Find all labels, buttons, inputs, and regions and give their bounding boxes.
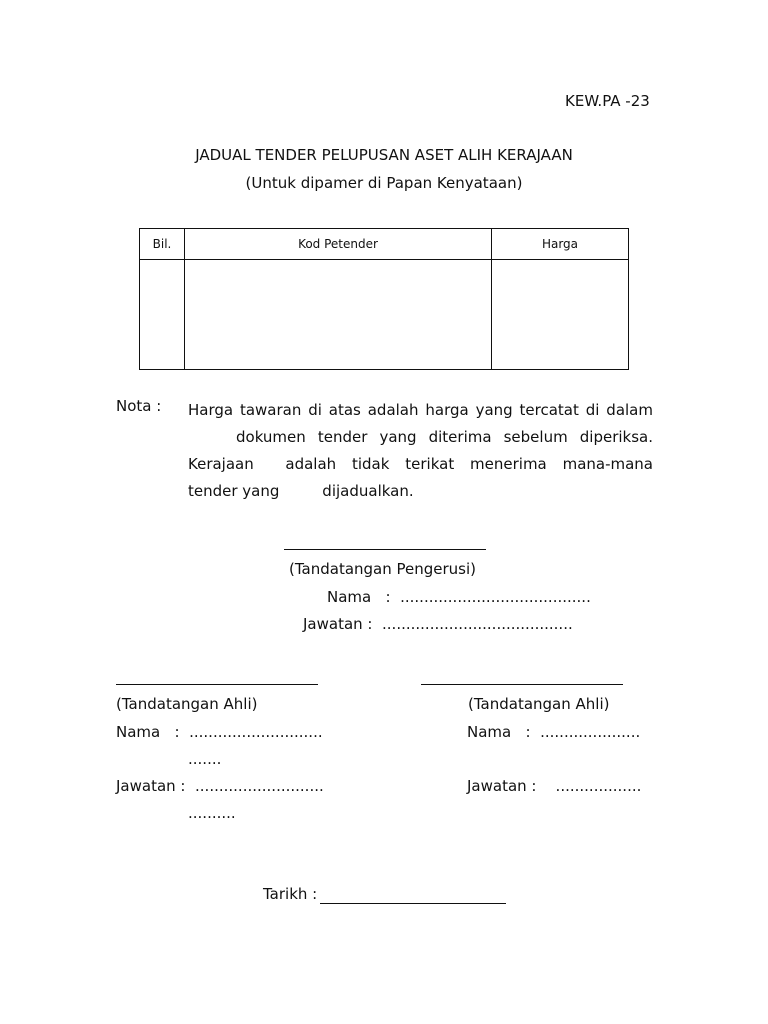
ahli-1-nama-field: Nama : ............................	[116, 723, 323, 741]
nota-label: Nota :	[116, 397, 162, 415]
signature-line-ahli-1	[116, 684, 318, 685]
nota-line: Harga tawaran di atas adalah harga yang tercatat di dalam	[188, 401, 653, 419]
column-header-harga: Harga	[492, 229, 629, 260]
tarikh-line	[320, 903, 506, 904]
table-row	[140, 260, 629, 370]
ahli-2-nama-field: Nama : .....................	[467, 723, 641, 741]
signature-label-ahli-2: (Tandatangan Ahli)	[468, 695, 610, 713]
ahli-2-jawatan-field: Jawatan : ..................	[467, 777, 642, 795]
column-header-bil: Bil.	[140, 229, 185, 260]
document-subtitle: (Untuk dipamer di Papan Kenyataan)	[245, 174, 523, 192]
signature-line-ahli-2	[421, 684, 623, 685]
nota-line: tender yang dijadualkan.	[188, 482, 414, 500]
document-title: JADUAL TENDER PELUPUSAN ASET ALIH KERAJAAN	[195, 146, 573, 164]
column-header-kod-petender: Kod Petender	[185, 229, 492, 260]
signature-line-pengerusi	[284, 549, 486, 550]
nota-line: dokumen tender yang diterima sebelum diperiksa.	[236, 428, 653, 446]
signature-label-pengerusi: (Tandatangan Pengerusi)	[289, 560, 477, 578]
ahli-1-jawatan-continuation: ..........	[188, 804, 236, 822]
cell-kod-petender	[185, 260, 492, 370]
nota-text	[188, 397, 653, 505]
tender-table	[139, 228, 629, 370]
nota-line: Kerajaan adalah tidak terikat menerima mana-mana	[188, 455, 653, 473]
pengerusi-jawatan-field: Jawatan : ........................................	[303, 615, 573, 633]
ahli-1-jawatan-field: Jawatan : ...........................	[116, 777, 324, 795]
form-reference: KEW.PA -23	[565, 92, 650, 110]
cell-bil	[140, 260, 185, 370]
table-header-row	[140, 229, 629, 260]
signature-label-ahli-1: (Tandatangan Ahli)	[116, 695, 258, 713]
cell-harga	[492, 260, 629, 370]
pengerusi-nama-field: Nama : ........................................	[327, 588, 591, 606]
tarikh-label: Tarikh :	[263, 885, 318, 903]
ahli-1-nama-continuation: .......	[188, 750, 222, 768]
